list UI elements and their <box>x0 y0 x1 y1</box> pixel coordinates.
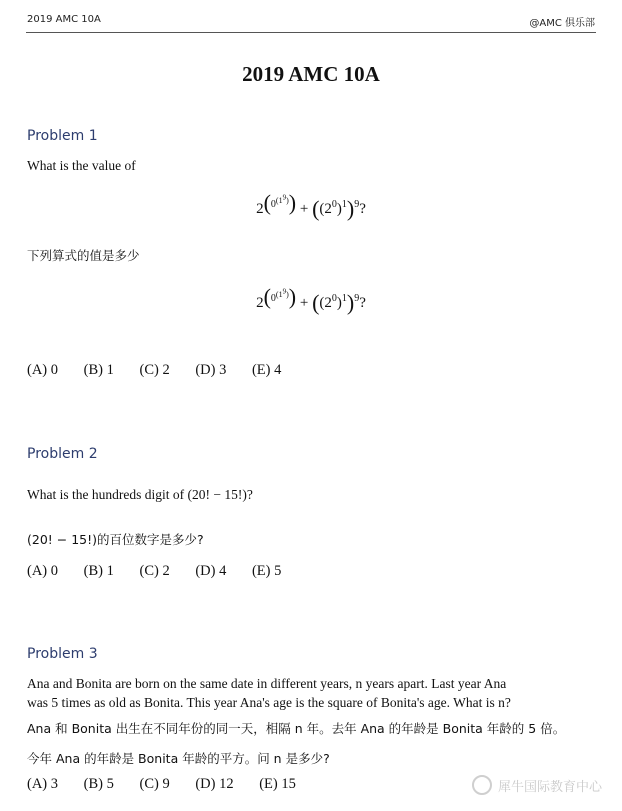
choice-d: (D) 4 <box>195 563 227 579</box>
wechat-icon <box>472 775 492 795</box>
header-right: @AMC 俱乐部 <box>529 18 595 29</box>
problem-3-choices <box>27 776 318 793</box>
problem-1-expression: $2^{(0^{(1^9)})} + ((2^0)^1)^9$? <box>256 190 366 221</box>
problem-3-text-en-1: Ana and Bonita are born on the same date in different years, n years apart. Last year Ana <box>27 676 507 691</box>
watermark-text: 犀牛国际教育中心 <box>497 780 602 795</box>
problem-1-text-cn: 下列算式的值是多少 <box>27 248 140 263</box>
problem-1-choices <box>27 362 303 379</box>
choice-e: (E) 4 <box>251 362 282 378</box>
page-title: 2019 AMC 10A <box>242 62 380 86</box>
problem-3-text-cn-2: 今年 Ana 的年龄是 Bonita 年龄的平方。问 n 是多少? <box>27 751 330 766</box>
problem-2-choices <box>27 563 303 580</box>
choice-a: (A) 3 <box>27 776 59 792</box>
problem-2-title: Problem 2 <box>27 446 98 462</box>
choice-e: (E) 15 <box>259 776 296 792</box>
header-rule <box>26 32 596 33</box>
choice-c: (C) 2 <box>139 362 170 378</box>
problem-1-title: Problem 1 <box>27 128 98 144</box>
problem-1-expression-cn: $2^{(0^{(1^9)})} + ((2^0)^1)^9$? <box>256 284 366 315</box>
problem-2-text-cn: (20! − 15!)的百位数字是多少? <box>27 532 204 547</box>
problem-3-title: Problem 3 <box>27 646 98 662</box>
choice-b: (B) 1 <box>83 563 114 579</box>
choice-b: (B) 1 <box>83 362 114 378</box>
problem-1-text-en: What is the value of <box>27 158 136 173</box>
choice-b: (B) 5 <box>83 776 114 792</box>
choice-d: (D) 12 <box>195 776 234 792</box>
problem-3-text-en-2: was 5 times as old as Bonita. This year Ana's age is the square of Bonita's age. What is n? <box>27 695 511 710</box>
choice-e: (E) 5 <box>251 563 282 579</box>
choice-a: (A) 0 <box>27 563 59 579</box>
watermark <box>472 775 602 795</box>
problem-3-text-cn-1: Ana 和 Bonita 出生在不同年份的同一天，相隔 n 年。去年 Ana 的年龄是 Bonita 年龄的 5 倍。 <box>27 721 566 736</box>
choice-c: (C) 2 <box>139 563 170 579</box>
header-left: 2019 AMC 10A <box>27 14 101 25</box>
choice-a: (A) 0 <box>27 362 59 378</box>
choice-d: (D) 3 <box>195 362 227 378</box>
problem-2-text-en: What is the hundreds digit of (20! − 15!)? <box>27 487 253 502</box>
choice-c: (C) 9 <box>139 776 170 792</box>
